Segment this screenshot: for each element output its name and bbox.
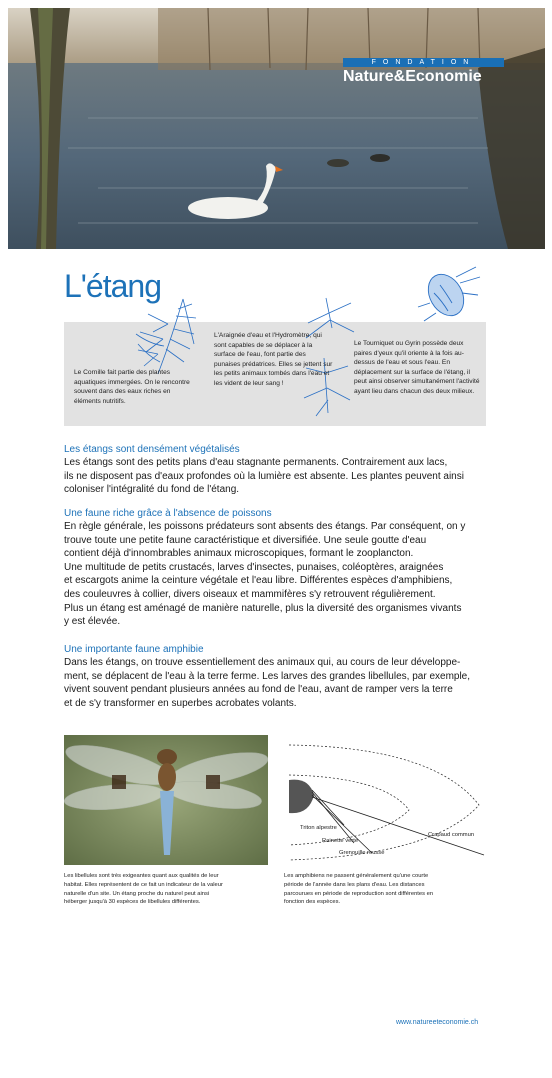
caption-line: parcourues en période de reproduction sont différentes en (284, 890, 434, 897)
text-line: vivent souvent pendant plusieurs années au fond de l'eau, avant de ramper vers la terre (64, 684, 453, 696)
text-line: Une multitude de petits crustacés, larves d'insectes, punaises, coléoptères, araignées (64, 561, 444, 573)
section-heading-1: Les étangs sont densément végétalisés (64, 444, 240, 455)
label-triton: Triton alpestre (300, 825, 337, 831)
caption-cornille: Le Cornille fait partie des plantes aquatiques immergées. On le rencontre souvent dans des eaux riches en éléments nutritifs. (74, 369, 190, 405)
caption-tourniquet: Le Tourniquet ou Gyrin possède deux paires d'yeux qu'il oriente à la fois au-dessus de l'eau et sous l'eau. En déplacement sur la surface de l'étang, il peut ainsi observer simultanément l'activité ayant lieu dans chacun des deux milieux. (354, 340, 480, 395)
page-title: L'étang (64, 268, 161, 304)
pond-photo (8, 8, 545, 249)
label-crapaud: Crapaud commun (428, 832, 475, 838)
text-line: coloniser l'intégralité du fond de l'étang. (64, 484, 240, 496)
section-body-1 (64, 456, 494, 497)
caption-line: habitat. Elles représentent de ce fait un indicateur de la valeur (64, 881, 223, 888)
text-line: trouve toute une petite faune caractéristique et diversifiée. Une seule goutte d'eau (64, 534, 427, 546)
text-line: ils ne disposent pas d'eaux profondes où la lumière est absente. Les plantes peuvent ainsi (64, 470, 464, 482)
footer-url-link[interactable]: www.natureeteconomie.ch (396, 1019, 479, 1026)
text-line: et de s'y transformer en superbes acrobates volants. (64, 697, 297, 709)
label-grenouille: Grenouille rousse (339, 850, 385, 856)
caption-line: Les libellules sont très exigeantes quant aux qualités de leur (64, 873, 219, 879)
label-rainette: Rainette verte (322, 838, 359, 844)
logo-band: FONDATION (343, 58, 504, 67)
text-line: Dans les étangs, on trouve essentiellement des animaux qui, au cours de leur développe- (64, 657, 461, 668)
section-body-3 (64, 656, 494, 710)
caption-line: héberger jusqu'à 30 espèces de libellules différentes. (64, 899, 201, 906)
text-line: ment, se déplacent de l'eau à la terre ferme. Les larves des grandes libellules, par exemple, (64, 670, 471, 682)
logo-name: Nature&Economie (343, 68, 482, 85)
section-heading-3: Une importante faune amphibie (64, 644, 204, 655)
whirligig-beetle-illustration (416, 263, 482, 325)
text-line: Les étangs sont des petits plans d'eau stagnante permanents. Contrairement aux lacs, (64, 457, 448, 468)
section-heading-2: Une faune riche grâce à l'absence de poissons (64, 508, 272, 519)
caption-amphibiens (284, 872, 489, 907)
text-line: En règle générale, les poissons prédateurs sont absents des étangs. Par conséquent, on y (64, 521, 466, 532)
caption-libellule (64, 872, 274, 907)
dragonfly-photo (64, 735, 268, 865)
section-body-2 (64, 520, 494, 629)
text-line: des couleuvres à collier, divers oiseaux et mammifères s'y retrouvent régulièrement. (64, 588, 436, 600)
caption-line: période de l'année dans les plans d'eau. Les distances (284, 881, 425, 888)
amphibian-distance-diagram (284, 735, 489, 865)
text-line: et escargots anime la ceinture végétale et l'eau libre. Différentes espèces d'amphibiens, (64, 575, 453, 587)
text-line: Plus un étang est aménagé de manière naturelle, plus la diversité des organismes vivants (64, 602, 462, 614)
text-line: y est élevée. (64, 616, 121, 628)
caption-line: fonction des espèces. (284, 899, 341, 906)
caption-line: naturelle d'un site. Un étang proche du naturel peut ainsi (64, 890, 210, 897)
caption-line: Les amphibiens ne passent généralement qu'une courte (284, 873, 429, 879)
caption-araignee: L'Araignée d'eau et l'Hydromètre, qui sont capables de se déplacer à la surface de l'eau, font partie des punaises prédatrices. Elles se jettent sur les petits animaux tombés dans l'eau et les vident de leur sang ! (214, 332, 333, 387)
text-line: contient déjà d'innombrables animaux microscopiques, formant le zooplancton. (64, 548, 414, 560)
